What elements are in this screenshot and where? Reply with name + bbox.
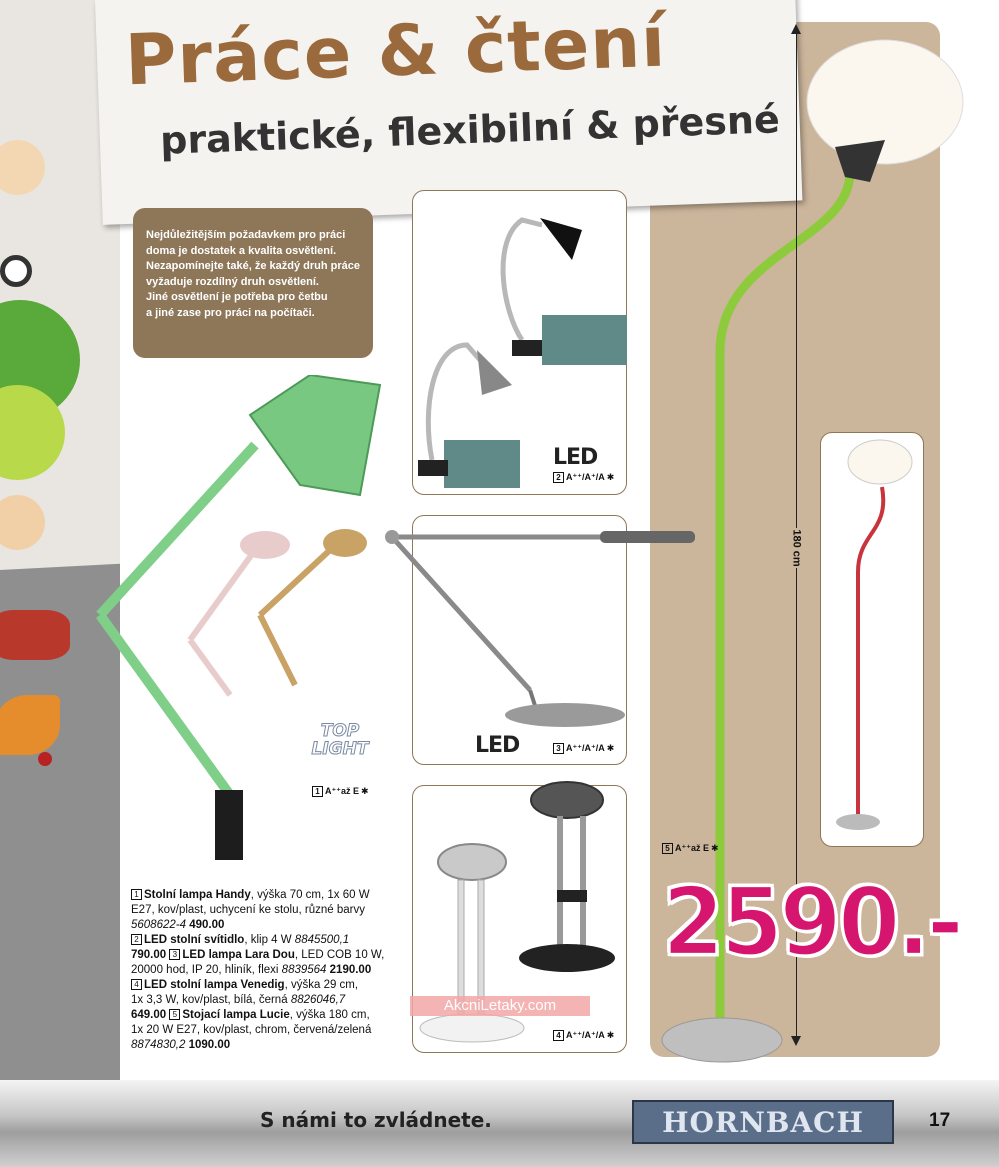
- hornbach-logo: [632, 1100, 894, 1144]
- product-number-badge: 1: [131, 889, 142, 900]
- floor-lamp-red-image: [820, 432, 924, 847]
- product-price: 490.00: [189, 919, 225, 931]
- desc-row: [131, 948, 401, 963]
- product-price: 790.00: [131, 949, 167, 961]
- energy-class-range: A⁺⁺/A⁺/A: [566, 472, 605, 482]
- product-number-badge: 3: [169, 949, 180, 960]
- product-price: 649.00: [131, 1009, 167, 1021]
- decor-red-shape: [0, 610, 70, 660]
- energy-class-range: A⁺⁺/A⁺/A: [566, 1030, 605, 1040]
- arrow-up-icon: [791, 24, 801, 34]
- energy-star-icon: ✱: [361, 786, 369, 796]
- intro-text-box: [133, 208, 373, 358]
- desc-row: 1x 20 W E27, kov/plast, chrom, červená/zelená: [131, 1024, 372, 1036]
- product-descriptions: [131, 888, 401, 1053]
- top-light-logo-line: LIGHT: [311, 739, 369, 759]
- product-desc: , výška 70 cm, 1x 60 W: [250, 889, 370, 901]
- product-name: LED stolní svítidlo: [144, 934, 245, 946]
- energy-class-label: [553, 1030, 614, 1041]
- product-code: 8826046,7: [290, 994, 346, 1006]
- decor-frog-eye: [0, 255, 32, 287]
- product-name: LED lampa Lara Dou: [182, 949, 295, 961]
- energy-star-icon: ✱: [606, 472, 615, 482]
- footer-slogan: S námi to zvládnete.: [260, 1108, 492, 1132]
- product-number-badge: 2: [553, 472, 564, 483]
- energy-class-label: [553, 472, 614, 483]
- product-code: 8839564: [281, 964, 327, 976]
- product-code: 8874830,2: [131, 1039, 186, 1051]
- desc-row: [131, 933, 401, 948]
- led-logo: LED: [553, 445, 598, 470]
- energy-star-icon: ✱: [606, 1030, 615, 1040]
- product-desc: , výška 180 cm,: [289, 1009, 370, 1021]
- desc-row: [131, 993, 401, 1008]
- intro-line: a jiné zase pro práci na počítači.: [146, 306, 315, 319]
- desc-row: [131, 918, 401, 933]
- product-desc: , výška 29 cm,: [284, 979, 359, 991]
- decor-orange-leaf: [0, 695, 60, 755]
- intro-line: vyžaduje rozdílný druh osvětlení.: [146, 275, 319, 288]
- product-price: 1090.00: [188, 1039, 231, 1051]
- intro-line: doma je dostatek a kvalita osvětlení.: [146, 244, 337, 257]
- product-number-badge: 5: [169, 1009, 180, 1020]
- desc-row: [131, 978, 401, 993]
- product-name: Stojací lampa Lucie: [182, 1009, 290, 1021]
- energy-class-range: A⁺⁺až E: [675, 843, 710, 853]
- page-number: 17: [929, 1110, 951, 1131]
- energy-star-icon: ✱: [606, 743, 615, 753]
- intro-line: Jiné osvětlení je potřeba pro četbu: [146, 291, 328, 303]
- watermark-banner: AkcniLetaky.com: [410, 996, 590, 1016]
- product-number-badge: 1: [312, 786, 323, 797]
- product-number-badge: 5: [662, 843, 673, 854]
- energy-class-range: A⁺⁺až E: [325, 786, 360, 796]
- product-price: 2190.00: [329, 964, 372, 976]
- height-measure-text: 180 cm: [791, 529, 803, 567]
- energy-class-label: [312, 786, 369, 797]
- big-price: 2590.-: [662, 867, 961, 978]
- desc-row: [131, 1008, 401, 1023]
- intro-line: Nezapomínejte také, že každý druh práce: [146, 260, 360, 272]
- energy-class-range: A⁺⁺/A⁺/A: [566, 743, 605, 753]
- page-title: Práce & čtení: [123, 0, 668, 102]
- product-code: 8845500,1: [294, 934, 350, 946]
- energy-class-label: [553, 743, 614, 754]
- top-light-logo-line: TOP: [320, 721, 360, 741]
- decor-red-dot: [38, 752, 52, 766]
- product-number-badge: 4: [553, 1030, 564, 1041]
- product-number-badge: 2: [131, 934, 142, 945]
- intro-line: Nejdůležitějším požadavkem pro práci: [146, 229, 346, 241]
- page-subtitle: praktické, flexibilní & přesné: [159, 97, 781, 163]
- product-desc: 1x 3,3 W, kov/plast, bílá, černá: [131, 994, 291, 1006]
- energy-star-icon: ✱: [711, 843, 719, 853]
- product-desc: , klip 4 W: [244, 934, 295, 946]
- brand-name: HORNBACH: [662, 1105, 864, 1139]
- led-logo: LED: [475, 733, 520, 758]
- product-desc: , LED COB 10 W,: [294, 949, 385, 961]
- product-code: 5608622-4: [131, 919, 186, 931]
- product-number-badge: 4: [131, 979, 142, 990]
- desk-lamp-handy-image: [80, 375, 400, 885]
- product-number-badge: 3: [553, 743, 564, 754]
- product-desc: 20000 hod, IP 20, hliník, flexi: [131, 964, 282, 976]
- desc-row: [131, 963, 401, 978]
- product-name: LED stolní lampa Venedig: [144, 979, 285, 991]
- energy-class-label: [662, 843, 719, 854]
- arrow-down-icon: [791, 1036, 801, 1046]
- top-light-logo: [298, 722, 382, 758]
- height-measure-label: [782, 528, 812, 568]
- desc-row: [131, 888, 401, 903]
- desc-row: E27, kov/plast, uchycení ke stolu, různé barvy: [131, 904, 365, 916]
- desc-row: [131, 1038, 401, 1053]
- product-name: Stolní lampa Handy: [144, 889, 251, 901]
